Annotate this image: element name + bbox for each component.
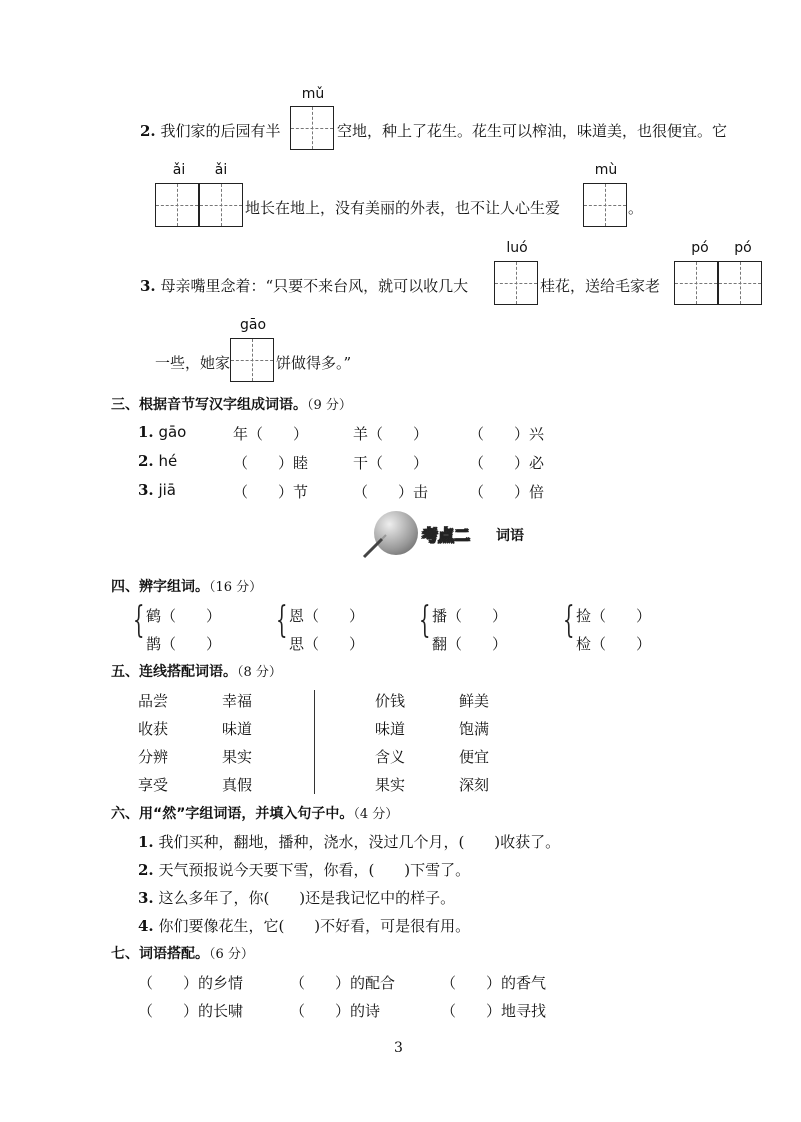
- match-right-a1[interactable]: 价钱: [375, 692, 406, 710]
- section6-item-1[interactable]: [138, 831, 560, 852]
- q3-text3: 一些，她家: [155, 354, 231, 372]
- section3-heading: [111, 394, 352, 414]
- section7-r1-c2[interactable]: （ ）的配合: [290, 974, 396, 992]
- section3-title: 三、根据音节写汉字组成词语。: [111, 397, 307, 413]
- section7-heading: [111, 943, 254, 963]
- pinyin-mu: mǔ: [301, 86, 325, 102]
- section7-r1-c1[interactable]: （ ）的乡情: [138, 974, 244, 992]
- section3-row-2: [138, 452, 177, 470]
- match-right-a2[interactable]: 味道: [375, 720, 406, 738]
- badge-title: 考点二: [422, 526, 471, 545]
- match-right-b1[interactable]: 鲜美: [459, 692, 490, 710]
- section7-r2-c2[interactable]: （ ）的诗: [290, 1002, 381, 1020]
- section5-heading: [111, 661, 282, 681]
- row-pinyin: hé: [158, 452, 178, 470]
- pair2-top[interactable]: 恩（ ）: [289, 607, 365, 625]
- pair1-bottom[interactable]: 鹊（ ）: [146, 635, 222, 653]
- section7-r1-c3[interactable]: （ ）的香气: [441, 974, 547, 992]
- page-number: 3: [394, 1040, 403, 1056]
- section3-r1-c[interactable]: （ ）兴: [469, 425, 545, 443]
- pinyin-po2: pó: [734, 240, 752, 256]
- match-left-b1[interactable]: 幸福: [222, 692, 253, 710]
- row-number: 2.: [138, 452, 154, 470]
- char-box-po2[interactable]: [718, 261, 762, 305]
- section6-title: 六、用“然”字组词语，并填入句子中。: [111, 806, 354, 822]
- char-box-luo[interactable]: [494, 261, 538, 305]
- row-number: 3.: [138, 481, 154, 499]
- brace-2: {: [276, 600, 288, 641]
- brace-4: {: [563, 600, 575, 641]
- section7-title: 七、词语搭配。: [111, 946, 209, 962]
- q3-number: 3.: [140, 277, 156, 295]
- q3-text2: 桂花，送给毛家老: [540, 277, 661, 295]
- section3-r2-a[interactable]: （ ）睦: [233, 454, 309, 472]
- match-right-b4[interactable]: 深刻: [459, 776, 490, 794]
- char-box-mu[interactable]: [290, 106, 334, 150]
- section3-r1-b[interactable]: 羊（ ）: [353, 425, 429, 443]
- match-right-a3[interactable]: 含义: [375, 748, 406, 766]
- topic-badge: [356, 505, 528, 565]
- badge-subtitle: 词语: [496, 528, 524, 544]
- pinyin-luo: luó: [506, 240, 528, 256]
- section6-score: （4 分）: [353, 807, 399, 822]
- q2-line1: [140, 120, 280, 141]
- match-left-a4[interactable]: 享受: [138, 776, 169, 794]
- q3-text1: 母亲嘴里念着：“只要不来台风，就可以收几大: [160, 277, 469, 295]
- pen-icon: [360, 531, 390, 561]
- brace-1: {: [133, 600, 145, 641]
- pinyin-gao: gāo: [239, 317, 267, 333]
- pinyin-ai1: ǎi: [172, 162, 186, 178]
- match-right-a4[interactable]: 果实: [375, 776, 406, 794]
- q2-text4: 。: [628, 199, 644, 217]
- section6-item-3[interactable]: [138, 887, 455, 908]
- row-number: 1.: [138, 423, 154, 441]
- section6-heading: [111, 803, 398, 823]
- pair3-top[interactable]: 播（ ）: [432, 607, 508, 625]
- section3-r3-a[interactable]: （ ）节: [233, 483, 309, 501]
- item-number: 4.: [138, 917, 154, 935]
- section3-row-3: [138, 481, 176, 499]
- match-left-a3[interactable]: 分辨: [138, 748, 169, 766]
- section3-r1-a[interactable]: 年（ ）: [233, 425, 309, 443]
- section7-score: （6 分）: [209, 947, 254, 962]
- q3-text4: 饼做得多。”: [276, 354, 352, 372]
- match-right-b3[interactable]: 便宜: [459, 748, 490, 766]
- section5-score: （8 分）: [237, 665, 282, 680]
- section3-r3-b[interactable]: （ ）击: [353, 483, 429, 501]
- char-box-gao[interactable]: [230, 338, 274, 382]
- section4-title: 四、辨字组词。: [111, 579, 209, 595]
- match-left-b3[interactable]: 果实: [222, 748, 253, 766]
- match-divider: [314, 690, 315, 794]
- match-left-b4[interactable]: 真假: [222, 776, 253, 794]
- char-box-ai2[interactable]: [199, 183, 243, 227]
- section7-r2-c1[interactable]: （ ）的长啸: [138, 1002, 244, 1020]
- char-box-po1[interactable]: [674, 261, 718, 305]
- q2-text3: 地长在地上，没有美丽的外表，也不让人心生爱: [245, 199, 561, 217]
- item-number: 1.: [138, 833, 154, 851]
- match-left-a2[interactable]: 收获: [138, 720, 169, 738]
- q2-text1: 我们家的后园有半: [160, 122, 281, 140]
- section7-r2-c3[interactable]: （ ）地寻找: [441, 1002, 547, 1020]
- q2-number: 2.: [140, 122, 156, 140]
- q3-line1: [140, 275, 468, 296]
- q2-text2: 空地，种上了花生。花生可以榨油，味道美，也很便宜。它: [337, 122, 728, 140]
- pinyin-po1: pó: [691, 240, 709, 256]
- match-left-b2[interactable]: 味道: [222, 720, 253, 738]
- char-box-ai1[interactable]: [155, 183, 199, 227]
- pair3-bottom[interactable]: 翻（ ）: [432, 635, 508, 653]
- pair2-bottom[interactable]: 思（ ）: [289, 635, 365, 653]
- section6-item-4[interactable]: [138, 915, 470, 936]
- item-number: 3.: [138, 889, 154, 907]
- section4-heading: [111, 576, 262, 596]
- row-pinyin: gāo: [158, 423, 187, 441]
- pinyin-ai2: ǎi: [214, 162, 228, 178]
- match-right-b2[interactable]: 饱满: [459, 720, 490, 738]
- row-pinyin: jiā: [158, 481, 176, 499]
- item-text: 你们要像花生，它( )不好看，可是很有用。: [158, 917, 471, 935]
- section4-score: （16 分）: [209, 580, 263, 595]
- item-text: 这么多年了，你( )还是我记忆中的样子。: [158, 889, 456, 907]
- section3-r2-b[interactable]: 干（ ）: [353, 454, 429, 472]
- char-box-mu2[interactable]: [583, 183, 627, 227]
- brace-3: {: [419, 600, 431, 641]
- section5-title: 五、连线搭配词语。: [111, 664, 237, 680]
- section6-item-2[interactable]: [138, 859, 470, 880]
- section3-r2-c[interactable]: （ ）必: [469, 454, 545, 472]
- pair1-top[interactable]: 鹤（ ）: [146, 607, 222, 625]
- item-number: 2.: [138, 861, 154, 879]
- section3-score: （9 分）: [307, 398, 352, 413]
- match-left-a1[interactable]: 品尝: [138, 692, 169, 710]
- pair4-top[interactable]: 捡（ ）: [576, 607, 652, 625]
- pair4-bottom[interactable]: 检（ ）: [576, 635, 652, 653]
- section3-r3-c[interactable]: （ ）倍: [469, 483, 545, 501]
- item-text: 我们买种，翻地，播种，浇水，没过几个月，( )收获了。: [158, 833, 561, 851]
- section3-row-1: [138, 423, 186, 441]
- pinyin-mu2: mù: [594, 162, 618, 178]
- item-text: 天气预报说今天要下雪，你看，( )下雪了。: [158, 861, 471, 879]
